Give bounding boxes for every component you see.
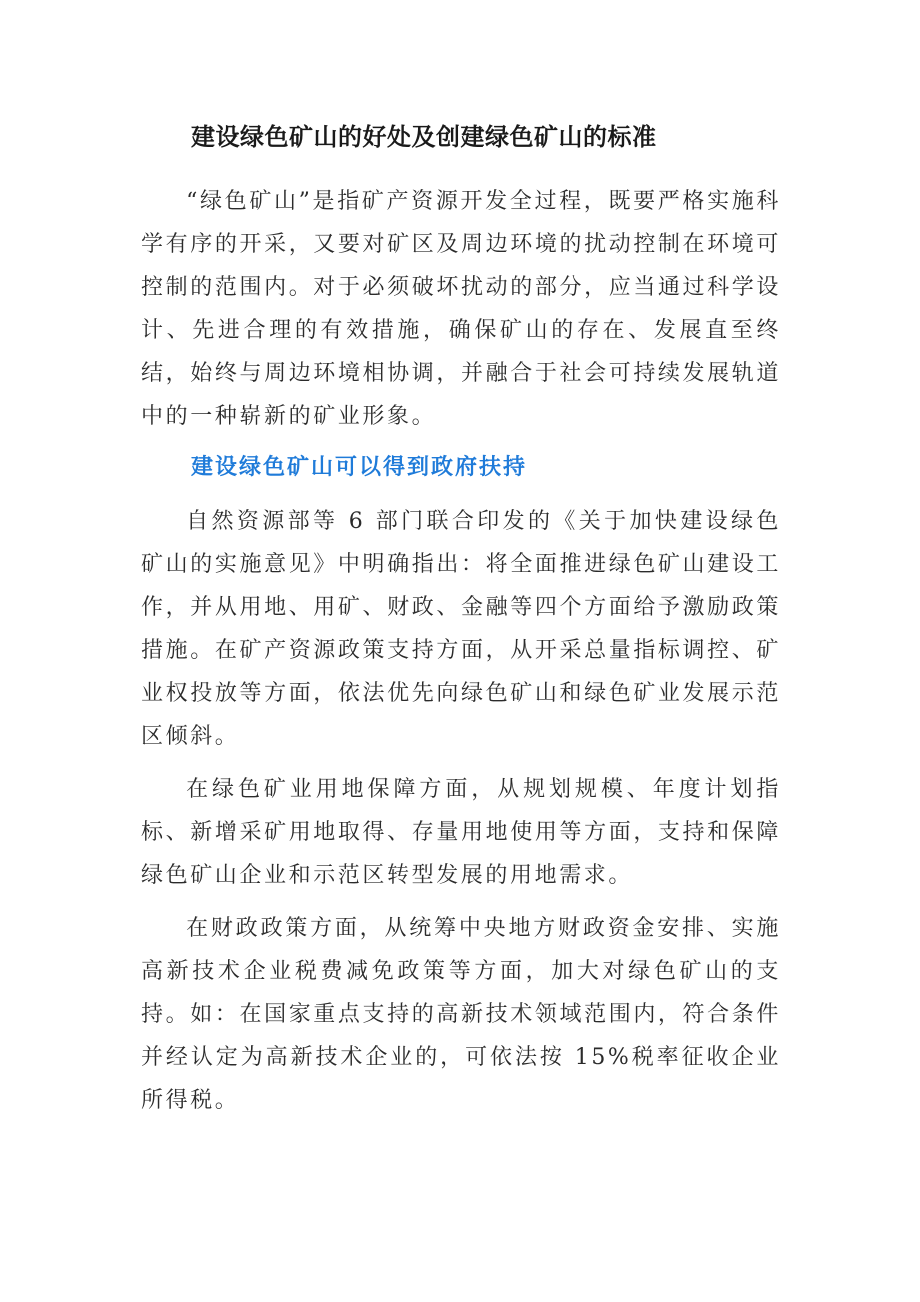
intro-paragraph: “绿色矿山”是指矿产资源开发全过程，既要严格实施科学有序的开采，又要对矿区及周边环境的扰动控制在环境可控制的范围内。对于必须破坏扰动的部分，应当通过科学设计、先进合理的有效措施，确保矿山的存在、发展直至终结，始终与周边环境相协调，并融合于社会可持续发展轨道中的一种崭新的矿业形象。 xyxy=(141,189,781,429)
section-heading: 建设绿色矿山可以得到政府扶持 xyxy=(191,455,528,480)
document-title: 建设绿色矿山的好处及创建绿色矿山的标准 xyxy=(191,123,657,151)
body-paragraph: 在绿色矿业用地保障方面，从规划规模、年度计划指标、新增采矿用地取得、存量用地使用等方面，支持和保障绿色矿山企业和示范区转型发展的用地需求。 xyxy=(141,777,781,888)
document-body xyxy=(141,118,781,1132)
body-paragraph: 在财政政策方面，从统筹中央地方财政资金安排、实施高新技术企业税费减免政策等方面，加大对绿色矿山的支持。如：在国家重点支持的高新技术领域范围内，符合条件并经认定为高新技术企业的，可依法按 15%税率征收企业所得税。 xyxy=(141,916,781,1113)
body-paragraph: 自然资源部等 6 部门联合印发的《关于加快建设绿色矿山的实施意见》中明确指出：将全面推进绿色矿山建设工作，并从用地、用矿、财政、金融等四个方面给予激励政策措施。在矿产资源政策支持方面，从开采总量指标调控、矿业权投放等方面，依法优先向绿色矿山和绿色矿业发展示范区倾斜。 xyxy=(141,509,781,749)
